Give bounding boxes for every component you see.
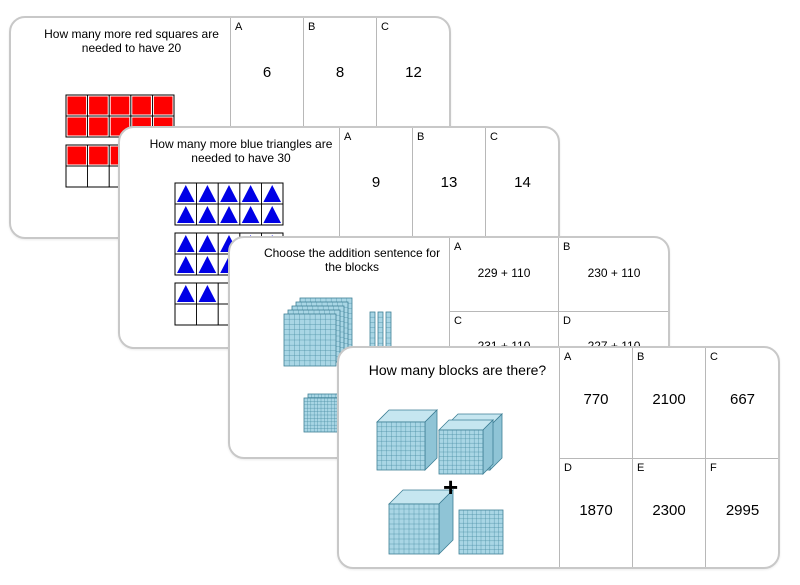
option-b[interactable] [558, 238, 669, 311]
option-value: 230 + 110 [587, 266, 641, 280]
option-value: 1870 [579, 502, 613, 519]
option-value: 2100 [652, 391, 686, 408]
option-letter: A [235, 21, 243, 33]
slide-how-many-blocks [337, 346, 780, 569]
option-value: 8 [335, 64, 345, 81]
option-letter: C [710, 351, 718, 363]
ten-frame-full [175, 183, 283, 225]
option-value: 13 [440, 174, 458, 191]
option-d[interactable] [559, 459, 632, 567]
option-c[interactable] [705, 348, 779, 458]
option-letter: A [344, 131, 352, 143]
option-letter: B [417, 131, 425, 143]
red-square-icon [68, 97, 87, 115]
red-square-icon [154, 97, 173, 115]
option-letter: D [563, 315, 571, 327]
option-letter: B [637, 351, 645, 363]
red-square-icon [111, 97, 130, 115]
question-text: How many more red squares are needed to have 20 [44, 27, 219, 55]
option-letter: A [454, 241, 462, 253]
red-square-icon [89, 118, 108, 136]
option-letter: B [308, 21, 316, 33]
red-square-icon [89, 147, 108, 165]
option-value: 6 [262, 64, 272, 81]
option-letter: B [563, 241, 571, 253]
option-value: 9 [371, 174, 381, 191]
hundred-flat [304, 398, 338, 432]
base-ten-blocks [369, 396, 569, 566]
option-e[interactable] [632, 459, 705, 567]
red-square-icon [132, 97, 151, 115]
option-value: 667 [729, 391, 756, 408]
option-letter: C [490, 131, 498, 143]
option-value: 229 + 110 [477, 266, 531, 280]
option-value: 2995 [725, 502, 760, 519]
option-letter: F [710, 462, 717, 474]
red-square-icon [68, 147, 87, 165]
question-text: How many more blue triangles are needed to have 30 [149, 137, 333, 165]
option-letter: C [381, 21, 389, 33]
question-text: How many blocks are there? [368, 362, 547, 378]
option-b[interactable] [632, 348, 705, 458]
option-a[interactable] [559, 348, 632, 458]
option-value: 14 [514, 174, 531, 191]
option-value: 2300 [652, 502, 686, 519]
option-letter: C [454, 315, 462, 327]
question-text: Choose the addition sentence for the blocks [263, 246, 441, 274]
hundred-flat [284, 314, 336, 366]
red-square-icon [68, 118, 87, 136]
option-letter: A [564, 351, 572, 363]
option-letter: D [564, 462, 572, 474]
option-value: 12 [405, 64, 422, 81]
hundred-flat [459, 510, 503, 554]
option-a[interactable] [449, 238, 558, 311]
thousand-cube [439, 420, 493, 474]
option-value: 770 [583, 391, 609, 408]
option-letter: E [637, 462, 645, 474]
option-f[interactable] [705, 459, 779, 567]
plus-sign: + [443, 472, 459, 502]
thousand-cube [377, 410, 437, 470]
red-square-icon [89, 97, 108, 115]
